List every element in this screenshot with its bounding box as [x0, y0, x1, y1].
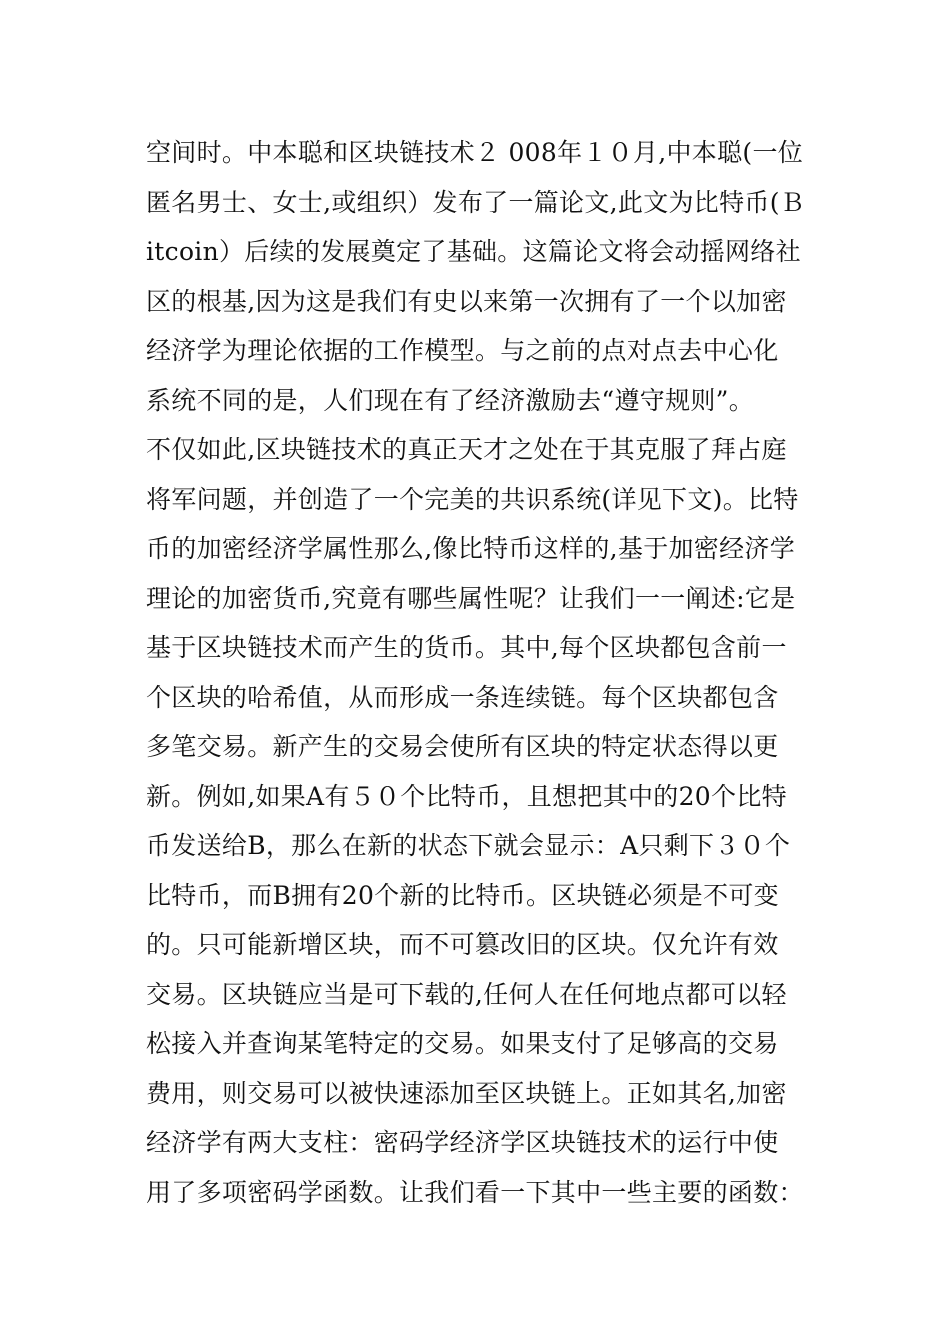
text-line: 将军问题，并创造了一个完美的共识系统(详见下文)。比特: [146, 484, 799, 514]
text-line: 基于区块链技术而产生的货币。其中,每个区块都包含前一: [146, 633, 787, 662]
text-line: 区的根基,因为这是我们有史以来第一次拥有了一个以加密: [146, 286, 787, 316]
text-line: 理论的加密货币,究竟有哪些属性呢？让我们一一阐述:它是: [146, 583, 796, 613]
text-line: 松接入并查询某笔特定的交易。如果支付了足够高的交易: [146, 1029, 779, 1058]
text-line: 经济学有两大支柱：密码学经济学区块链技术的运行中使: [146, 1128, 779, 1157]
text-line: 新。例如,如果A有５０个比特币，且想把其中的20个比特: [146, 781, 787, 811]
text-line: 的。只可能新增区块，而不可篡改旧的区块。仅允许有效: [146, 930, 779, 959]
text-line: 币的加密经济学属性那么,像比特币这样的,基于加密经济学: [146, 534, 795, 563]
text-line: 经济学为理论依据的工作模型。与之前的点对点去中心化: [146, 336, 779, 365]
text-line: 币发送给B，那么在新的状态下就会显示：A只剩下３０个: [146, 831, 791, 860]
text-line: 匿名男士、女士,或组织）发布了一篇论文,此文为比特币(Ｂ: [146, 187, 806, 217]
text-line: 多笔交易。新产生的交易会使所有区块的特定状态得以更: [146, 732, 779, 761]
text-line: 交易。区块链应当是可下载的,任何人在任何地点都可以轻: [146, 979, 787, 1009]
body-text: [146, 128, 826, 1217]
text-line: itcoin）后续的发展奠定了基础。这篇论文将会动摇网络社: [146, 237, 801, 266]
text-line: 不仅如此,区块链技术的真正天才之处在于其克服了拜占庭: [146, 435, 787, 464]
text-line: 用了多项密码学函数。让我们看一下其中一些主要的函数：: [146, 1177, 804, 1207]
text-line: 费用，则交易可以被快速添加至区块链上。正如其名,加密: [146, 1078, 787, 1108]
text-line: 空间时。中本聪和区块链技术２ 008年１０月,中本聪(一位: [146, 138, 804, 167]
text-line: 系统不同的是，人们现在有了经济激励去“遵守规则”。: [146, 385, 755, 415]
text-line: 个区块的哈希值，从而形成一条连续链。每个区块都包含: [146, 682, 779, 712]
text-line: 比特币，而B拥有20个新的比特币。区块链必须是不可变: [146, 880, 779, 910]
